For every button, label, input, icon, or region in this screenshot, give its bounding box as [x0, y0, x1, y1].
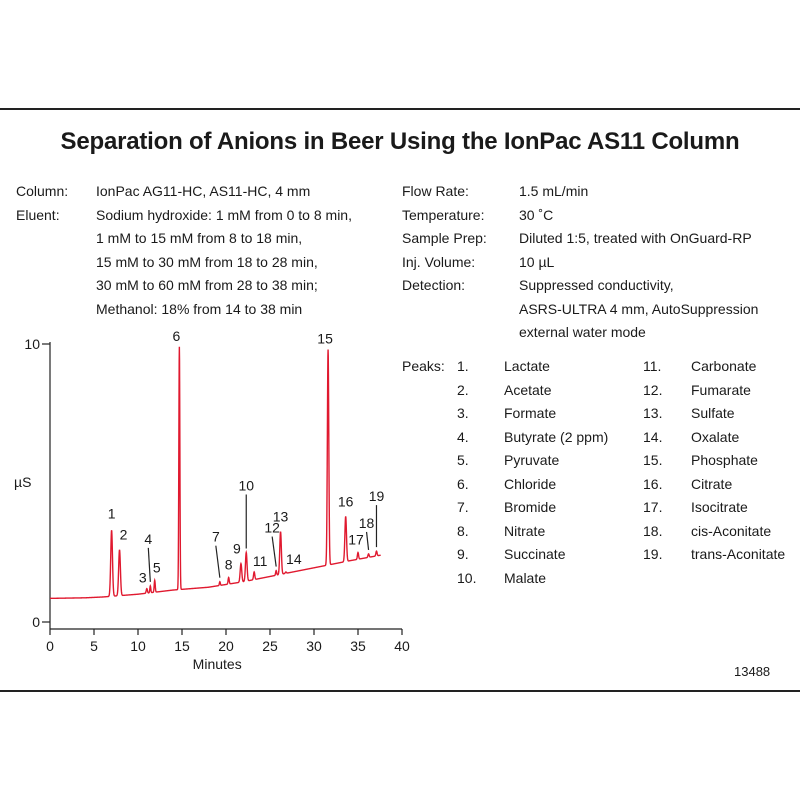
peak-name: cis-Aconitate	[691, 522, 772, 539]
peak-label: 8	[224, 556, 233, 573]
condition-value: ASRS-ULTRA 4 mm, AutoSuppression	[519, 300, 759, 317]
x-tick-label: 20	[218, 638, 234, 654]
peak-list-item	[643, 449, 785, 473]
condition-label	[402, 298, 519, 322]
condition-row	[402, 227, 758, 251]
peak-list-item	[643, 379, 785, 403]
peak-name: Acetate	[504, 381, 552, 398]
condition-row	[16, 251, 352, 275]
peak-list-item	[457, 402, 608, 426]
peak-number: 11.	[643, 358, 662, 374]
peak-list-item	[643, 473, 785, 497]
condition-value: Sodium hydroxide: 1 mM from 0 to 8 min,	[96, 206, 352, 223]
peak-name: trans-Aconitate	[691, 546, 786, 562]
peak-number: 18.	[643, 522, 663, 539]
peak-number: 12.	[643, 381, 663, 398]
peaks-heading: Peaks:	[402, 358, 445, 374]
peak-list-item	[643, 426, 785, 450]
peak-number: 2.	[457, 381, 469, 398]
condition-label	[16, 298, 96, 322]
condition-label: Flow Rate:	[402, 183, 469, 199]
condition-row	[402, 298, 758, 322]
condition-row	[16, 227, 352, 251]
peak-number: 7.	[457, 499, 469, 515]
peak-name: Malate	[504, 569, 547, 586]
peak-list-item	[643, 402, 785, 426]
condition-label: Inj. Volume:	[402, 253, 476, 270]
peak-number: 17.	[643, 499, 663, 515]
conditions-left	[16, 180, 352, 321]
peak-name: Citrate	[691, 475, 733, 492]
condition-value: 10 µL	[519, 253, 555, 270]
peak-label: 4	[144, 530, 153, 547]
condition-value: Methanol: 18% from 14 to 38 min	[96, 300, 303, 317]
peak-label: 9	[233, 540, 241, 557]
peak-label: 11	[252, 552, 268, 569]
peak-number: 4.	[457, 428, 469, 445]
peak-list-item	[457, 543, 608, 567]
peak-label: 3	[138, 569, 147, 586]
condition-label: Detection:	[402, 277, 466, 293]
condition-value: 1 mM to 15 mM from 8 to 18 min,	[96, 230, 303, 246]
peak-name: Pyruvate	[504, 452, 560, 468]
condition-value: Suppressed conductivity,	[519, 277, 674, 293]
peak-number: 10.	[457, 569, 477, 586]
condition-label: Eluent:	[16, 206, 60, 223]
peak-list-item	[643, 496, 785, 520]
chart-title: Separation of Anions in Beer Using the IonPac AS11 Column	[60, 128, 740, 155]
peak-label: 2	[119, 526, 128, 543]
condition-label: Column:	[16, 183, 69, 199]
peak-label: 13	[272, 508, 289, 525]
figure-id: 13488	[734, 664, 771, 679]
condition-label	[16, 227, 96, 251]
peak-label: 16	[337, 493, 354, 510]
condition-row	[402, 204, 758, 228]
y-tick-label: 10	[24, 336, 40, 352]
condition-value: external water mode	[519, 324, 646, 340]
peak-list-item	[643, 355, 785, 379]
condition-value: IonPac AG11-HC, AS11-HC, 4 mm	[96, 183, 311, 199]
condition-value: 1.5 mL/min	[519, 183, 589, 199]
peak-leader-line	[148, 548, 150, 582]
condition-row	[16, 204, 352, 228]
condition-row	[402, 274, 758, 298]
x-tick-label: 10	[130, 638, 146, 654]
chromatogram-chart	[0, 330, 420, 682]
peak-name: Nitrate	[504, 522, 546, 539]
peaks-list-col1	[457, 355, 608, 590]
peak-label: 19	[368, 488, 385, 505]
x-tick-label: 5	[90, 638, 98, 654]
peak-number: 19.	[643, 546, 663, 562]
condition-label: Sample Prep:	[402, 230, 487, 246]
peak-name: Carbonate	[691, 358, 757, 374]
condition-row	[402, 180, 758, 204]
peak-label: 5	[152, 559, 161, 576]
peak-name: Butyrate (2 ppm)	[504, 428, 609, 445]
condition-row	[402, 251, 758, 275]
condition-row	[16, 298, 352, 322]
y-tick-label: 0	[32, 614, 40, 630]
condition-row	[16, 274, 352, 298]
peak-list-item	[457, 520, 608, 544]
condition-row	[16, 180, 352, 204]
peak-label: 14	[286, 550, 302, 567]
condition-value: Diluted 1:5, treated with OnGuard-RP	[519, 230, 752, 246]
peak-label: 6	[172, 330, 181, 344]
peak-list-item	[457, 449, 608, 473]
peak-label: 18	[358, 514, 375, 531]
x-axis-title: Minutes	[192, 656, 242, 672]
peak-number: 1.	[457, 358, 469, 374]
peak-number: 5.	[457, 452, 469, 468]
x-tick-label: 25	[262, 638, 278, 654]
peak-name: Phosphate	[691, 452, 758, 468]
x-tick-label: 30	[306, 638, 322, 654]
peak-number: 14.	[643, 428, 663, 445]
peak-list-item	[457, 379, 608, 403]
x-tick-label: 0	[46, 638, 54, 654]
peak-name: Lactate	[504, 358, 550, 374]
peak-label: 1	[107, 505, 116, 522]
x-tick-label: 40	[394, 638, 410, 654]
peak-label: 10	[238, 477, 255, 494]
peak-name: Sulfate	[691, 405, 735, 421]
peak-name: Fumarate	[691, 381, 751, 398]
peak-leader-line	[367, 532, 369, 550]
peak-name: Isocitrate	[691, 499, 748, 515]
chromatogram-trace	[50, 347, 381, 599]
peak-number: 16.	[643, 475, 663, 492]
condition-value: 30 ˚C	[519, 206, 554, 223]
peak-label: 7	[211, 528, 220, 545]
peak-label: 17	[348, 531, 364, 548]
peak-list-item	[457, 355, 608, 379]
peak-number: 6.	[457, 475, 469, 492]
peak-number: 9.	[457, 546, 469, 562]
peak-name: Oxalate	[691, 428, 740, 445]
peak-number: 8.	[457, 522, 469, 539]
condition-label: Temperature:	[402, 206, 485, 223]
peak-list-item	[643, 543, 785, 567]
peak-number: 13.	[643, 405, 663, 421]
peak-number: 15.	[643, 452, 663, 468]
condition-value: 30 mM to 60 mM from 28 to 38 min;	[96, 277, 318, 293]
peak-leader-line	[216, 546, 220, 578]
peak-name: Bromide	[504, 499, 557, 515]
peak-name: Formate	[504, 405, 557, 421]
x-tick-label: 15	[174, 638, 190, 654]
conditions-right	[402, 180, 758, 345]
condition-label	[16, 274, 96, 298]
peak-list-item	[457, 426, 608, 450]
y-axis-title: µS	[14, 474, 32, 490]
peak-name: Chloride	[504, 475, 557, 492]
condition-row	[402, 321, 758, 345]
peak-name: Succinate	[504, 546, 566, 562]
peak-list-item	[457, 496, 608, 520]
peak-list-item	[457, 567, 608, 591]
condition-value: 15 mM to 30 mM from 18 to 28 min,	[96, 253, 318, 270]
peak-number: 3.	[457, 405, 469, 421]
peak-label: 12	[264, 519, 280, 536]
peaks-list-col2	[643, 355, 785, 567]
peak-list-item	[643, 520, 785, 544]
peak-list-item	[457, 473, 608, 497]
peak-leader-line	[272, 537, 276, 567]
condition-label	[16, 251, 96, 275]
peak-label: 15	[317, 330, 333, 347]
x-tick-label: 35	[350, 638, 366, 654]
